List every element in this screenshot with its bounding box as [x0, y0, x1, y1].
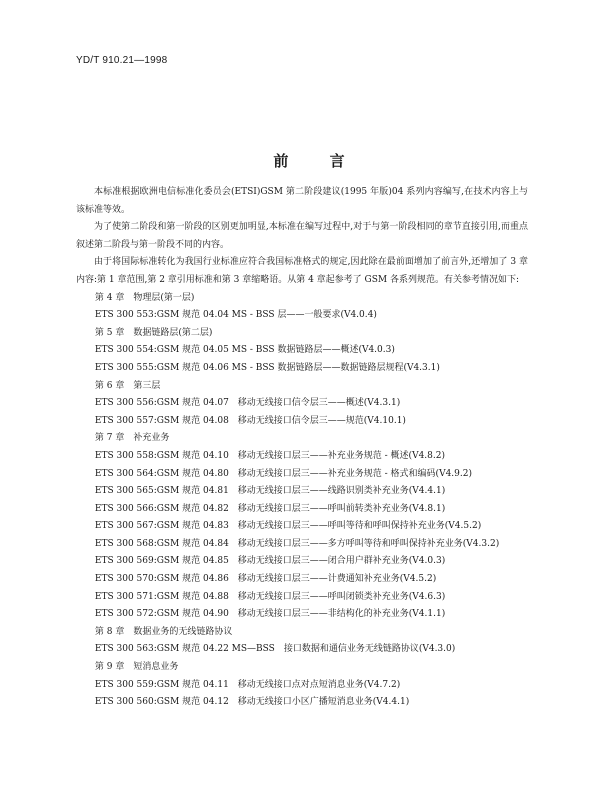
reference-entry: ETS 300 555:GSM 规范 04.06 MS - BSS 数据链路层——数据链路层规程(V4.3.1)	[94, 362, 440, 373]
reference-entry: ETS 300 570:GSM 规范 04.86 移动无线接口层三——计费通知补充业务(V4.5.2)	[94, 574, 437, 585]
reference-entry: ETS 300 571:GSM 规范 04.88 移动无线接口层三——呼叫闭锁类补充业务(V4.6.3)	[94, 591, 446, 602]
reference-entry: ETS 300 554:GSM 规范 04.05 MS - BSS 数据链路层——概述(V4.0.3)	[94, 345, 395, 356]
foreword-body	[76, 184, 528, 712]
paragraph: 本标准根据欧洲电信标准化委员会(ETSI)GSM 第二阶段建议(1995 年版)04 系列内容编写,在技术内容上与该标准等效。	[76, 187, 528, 215]
chapter-heading: 第 9 章 短消息业务	[94, 662, 179, 673]
reference-entry: ETS 300 559:GSM 规范 04.11 移动无线接口点对点短消息业务(V4.7.2)	[94, 679, 401, 690]
reference-entry: ETS 300 564:GSM 规范 04.80 移动无线接口层三——补充业务规范 - 格式和编码(V4.9.2)	[94, 468, 472, 479]
reference-entry: ETS 300 569:GSM 规范 04.85 移动无线接口层三——闭合用户群补充业务(V4.0.3)	[94, 556, 446, 567]
page-title: 前 言	[273, 152, 363, 170]
chapter-heading: 第 6 章 第三层	[94, 380, 161, 391]
paragraph: 为了使第二阶段和第一阶段的区别更加明显,本标准在编写过程中,对于与第一阶段相同的章节直接引用,而重点叙述第二阶段与第一阶段不同的内容。	[76, 222, 528, 250]
reference-entry: ETS 300 572:GSM 规范 04.90 移动无线接口层三——非结构化的补充业务(V4.1.1)	[94, 609, 446, 620]
document-code: YD/T 910.21—1998	[76, 55, 168, 66]
reference-entry: ETS 300 560:GSM 规范 04.12 移动无线接口小区广播短消息业务(V4.4.1)	[94, 697, 410, 708]
reference-list	[76, 290, 528, 712]
reference-entry: ETS 300 563:GSM 规范 04.22 MS—BSS 接口数据和通信业务无线链路协议(V4.3.0)	[94, 644, 456, 655]
reference-entry: ETS 300 567:GSM 规范 04.83 移动无线接口层三——呼叫等待和呼叫保持补充业务(V4.5.2)	[94, 521, 482, 532]
reference-entry: ETS 300 556:GSM 规范 04.07 移动无线接口信令层三——概述(V4.3.1)	[94, 398, 401, 409]
reference-entry: ETS 300 566:GSM 规范 04.82 移动无线接口层三——呼叫前转类补充业务(V4.8.1)	[94, 503, 446, 514]
reference-entry: ETS 300 565:GSM 规范 04.81 移动无线接口层三——线路识别类补充业务(V4.4.1)	[94, 486, 446, 497]
reference-entry: ETS 300 553:GSM 规范 04.04 MS - BSS 层——一般要求(V4.0.4)	[94, 310, 377, 321]
paragraph: 由于将国际标准转化为我国行业标准应符合我国标准格式的规定,因此除在最前面增加了前言外,还增加了 3 章内容:第 1 章范围,第 2 章引用标准和第 3 章缩略语。从第 4 章起参考了 GSM 各系列规范。有关参考情况如下:	[76, 257, 528, 285]
reference-entry: ETS 300 557:GSM 规范 04.08 移动无线接口信令层三——规范(V4.10.1)	[94, 415, 406, 426]
chapter-heading: 第 7 章 补充业务	[94, 433, 170, 444]
chapter-heading: 第 5 章 数据链路层(第二层)	[94, 327, 213, 338]
reference-entry: ETS 300 558:GSM 规范 04.10 移动无线接口层三——补充业务规范 - 概述(V4.8.2)	[94, 450, 445, 461]
chapter-heading: 第 8 章 数据业务的无线链路协议	[94, 626, 233, 637]
chapter-heading: 第 4 章 物理层(第一层)	[94, 292, 195, 303]
reference-entry: ETS 300 568:GSM 规范 04.84 移动无线接口层三——多方呼叫等待和呼叫保持补充业务(V4.3.2)	[94, 538, 500, 549]
